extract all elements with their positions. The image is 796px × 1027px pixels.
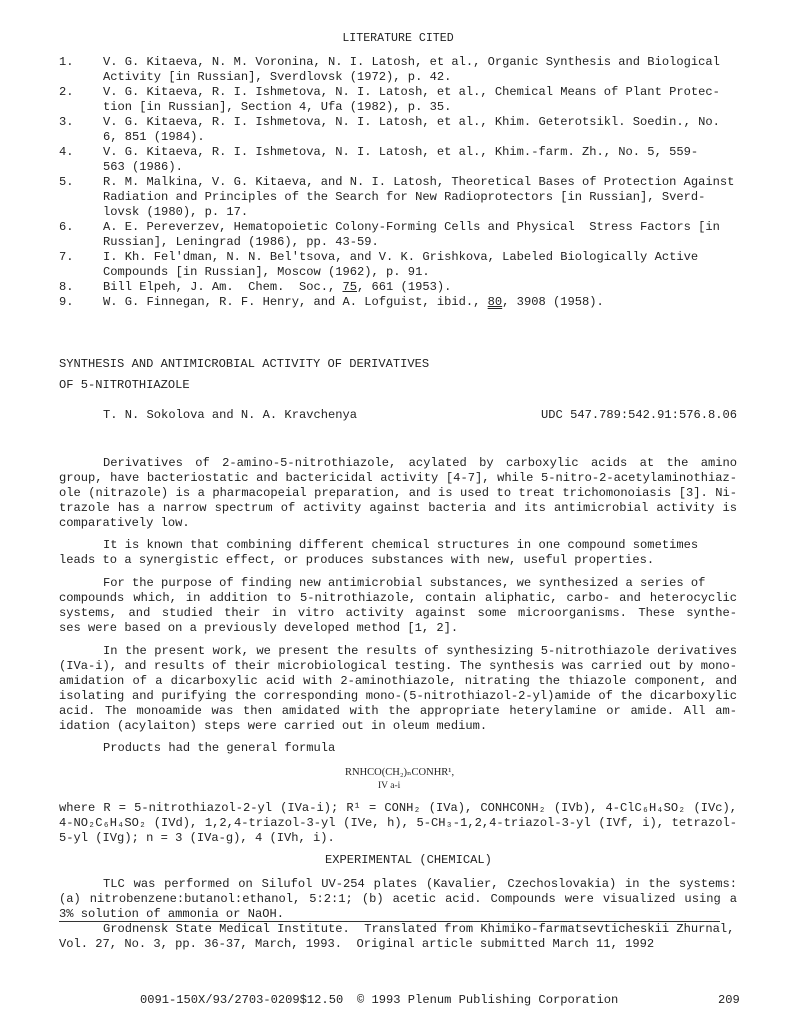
reference-line: R. M. Malkina, V. G. Kitaeva, and N. I. Latosh, Theoretical Bases of Protection Against bbox=[103, 175, 735, 189]
reference-line: V. G. Kitaeva, R. I. Ishmetova, N. I. Latosh, et al., Khim.-farm. Zh., No. 5, 559- bbox=[103, 145, 699, 159]
page-number: 209 bbox=[718, 993, 740, 1007]
footer-copyright: © 1993 Plenum Publishing Corporation bbox=[357, 993, 619, 1007]
reference-number: 5. bbox=[59, 175, 74, 189]
reference-item bbox=[59, 295, 749, 310]
reference-number: 2. bbox=[59, 85, 74, 99]
reference-line: Activity [in Russian], Sverdlovsk (1972), p. 42. bbox=[103, 70, 452, 84]
reference-item bbox=[59, 55, 749, 85]
reference-text bbox=[103, 220, 749, 250]
reference-item bbox=[59, 115, 749, 145]
article-authors: T. N. Sokolova and N. A. Kravchenya bbox=[103, 408, 358, 422]
footer-code: 0091-150X/93/2703-0209$12.50 bbox=[140, 993, 344, 1007]
literature-cited-heading: LITERATURE CITED bbox=[342, 32, 454, 45]
text-line: amidation of a dicarboxylic acid with 2-aminothiazole, nitrating the thiazole component, and bbox=[59, 674, 737, 688]
reference-line: 6, 851 (1984). bbox=[103, 130, 205, 144]
text-line: TLC was performed on Silufol UV-254 plates (Kavalier, Czechoslovakia) in the systems: bbox=[103, 877, 737, 891]
text-line: where R = 5-nitrothiazol-2-yl (IVa-i); R¹ = CONH₂ (IVa), CONHCONH₂ (IVb), 4-ClC₆H₄SO₂ (IVc), bbox=[59, 801, 737, 815]
reference-text bbox=[103, 145, 749, 175]
paragraph bbox=[59, 644, 737, 734]
general-formula: RNHCO(CH₂)ₙCONHR¹, bbox=[345, 767, 455, 778]
reference-line: Radiation and Principles of the Search for New Radioprotectors [in Russian], Sverd- bbox=[103, 190, 706, 204]
reference-item bbox=[59, 280, 749, 295]
reference-text-after: , 661 (1953). bbox=[357, 280, 452, 294]
substituent-definitions bbox=[59, 801, 737, 846]
text-line: In the present work, we present the results of synthesizing 5-nitrothiazole derivatives bbox=[103, 644, 737, 658]
reference-number: 8. bbox=[59, 280, 74, 294]
text-line: For the purpose of finding new antimicrobial substances, we synthesized a series of bbox=[103, 576, 706, 590]
reference-number: 7. bbox=[59, 250, 74, 264]
footnote-line: Grodnensk State Medical Institute. Translated from Khimiko-farmatsevticheskii Zhurnal, bbox=[103, 922, 735, 936]
reference-text bbox=[103, 115, 749, 145]
reference-item bbox=[59, 175, 749, 220]
footnote-line: Vol. 27, No. 3, pp. 36-37, March, 1993. Original article submitted March 11, 1992 bbox=[59, 937, 655, 951]
reference-item bbox=[59, 145, 749, 175]
volume-number: 75 bbox=[342, 280, 358, 294]
formula-label: IV a-i bbox=[378, 781, 401, 791]
reference-text-after: , 3908 (1958). bbox=[502, 295, 604, 309]
text-line: group, have bacteriostatic and bactericidal activity [4-7], while 5-nitro-2-acetylaminothiaz- bbox=[59, 471, 737, 485]
text-line: isolating and purifying the corresponding mono-(5-nitrothiazol-2-yl)amide of the dicarboxylic bbox=[59, 689, 737, 703]
reference-line: V. G. Kitaeva, N. M. Voronina, N. I. Latosh, et al., Organic Synthesis and Biological bbox=[103, 55, 720, 69]
reference-text bbox=[103, 85, 749, 115]
reference-line: Compounds [in Russian], Moscow (1962), p. 91. bbox=[103, 265, 430, 279]
reference-item bbox=[59, 85, 749, 115]
text-line: comparatively low. bbox=[59, 516, 190, 530]
reference-line: A. E. Pereverzev, Hematopoietic Colony-Forming Cells and Physical Stress Factors [in bbox=[103, 220, 720, 234]
reference-text bbox=[103, 175, 749, 220]
text-line: 3% solution of ammonia or NaOH. bbox=[59, 907, 284, 921]
text-line: 5-yl (IVg); n = 3 (IVa-g), 4 (IVh, i). bbox=[59, 831, 335, 845]
text-line: ole (nitrazole) is a pharmacopeial preparation, and is used to treat trichomonoiasis [3]. Ni- bbox=[59, 486, 737, 500]
reference-line: Russian], Leningrad (1986), pp. 43-59. bbox=[103, 235, 379, 249]
reference-line: lovsk (1980), p. 17. bbox=[103, 205, 249, 219]
text-line: idation (acylaiton) steps were carried out in oleum medium. bbox=[59, 719, 488, 733]
reference-text bbox=[103, 55, 749, 85]
text-line: Products had the general formula bbox=[103, 741, 336, 755]
article-title bbox=[59, 354, 429, 396]
reference-number: 3. bbox=[59, 115, 74, 129]
reference-text bbox=[103, 295, 749, 310]
udc-code: UDC 547.789:542.91:576.8.06 bbox=[541, 408, 737, 422]
text-line: Derivatives of 2-amino-5-nitrothiazole, acylated by carboxylic acids at the amino bbox=[103, 456, 737, 470]
text-line: 4-NO₂C₆H₄SO₂ (IVd), 1,2,4-triazol-3-yl (IVe, h), 5-CH₃-1,2,4-triazol-3-yl (IVf, i), tetrazol- bbox=[59, 816, 737, 830]
text-line: (a) nitrobenzene:butanol:ethanol, 5:2:1; (b) acetic acid. Compounds were visualized using a bbox=[59, 892, 737, 906]
text-line: It is known that combining different chemical structures in one compound sometimes bbox=[103, 538, 699, 552]
text-line: systems, and studied their in vitro activity against some microorganisms. These synthe- bbox=[59, 606, 737, 620]
volume-number: 80 bbox=[487, 295, 503, 309]
text-line: compounds which, in addition to 5-nitrothiazole, contain aliphatic, carbo- and heterocyclic bbox=[59, 591, 737, 605]
text-line: (IVa-i), and results of their microbiological testing. The synthesis was carried out by mono- bbox=[59, 659, 737, 673]
reference-text-before: W. G. Finnegan, R. F. Henry, and A. Lofguist, ibid., bbox=[103, 295, 488, 309]
paragraph bbox=[59, 741, 737, 756]
reference-line: V. G. Kitaeva, R. I. Ishmetova, N. I. Latosh, et al., Khim. Geterotsikl. Soedin., No. bbox=[103, 115, 720, 129]
paragraph bbox=[59, 456, 737, 531]
reference-line: 563 (1986). bbox=[103, 160, 183, 174]
reference-list bbox=[59, 55, 749, 310]
reference-text bbox=[103, 250, 749, 280]
reference-text bbox=[103, 280, 749, 295]
reference-text-before: Bill Elpeh, J. Am. Chem. Soc., bbox=[103, 280, 343, 294]
reference-number: 4. bbox=[59, 145, 74, 159]
article-title-line: SYNTHESIS AND ANTIMICROBIAL ACTIVITY OF DERIVATIVES bbox=[59, 357, 430, 371]
reference-item bbox=[59, 250, 749, 280]
paragraph bbox=[59, 877, 737, 922]
reference-number: 1. bbox=[59, 55, 74, 69]
section-heading: EXPERIMENTAL (CHEMICAL) bbox=[325, 853, 492, 867]
reference-line: I. Kh. Fel'dman, N. N. Bel'tsova, and V. K. Grishkova, Labeled Biologically Active bbox=[103, 250, 699, 264]
text-line: leads to a synergistic effect, or produces substances with new, useful properties. bbox=[59, 553, 655, 567]
text-line: trazole has a narrow spectrum of activity against bacteria and its antimicrobial activity is bbox=[59, 501, 737, 515]
text-line: acid. The monoamide was then amidated with the appropriate heterylamine or amide. All am- bbox=[59, 704, 737, 718]
article-title-line: OF 5-NITROTHIAZOLE bbox=[59, 378, 190, 392]
reference-number: 6. bbox=[59, 220, 74, 234]
reference-line bbox=[103, 280, 749, 295]
paragraph bbox=[59, 538, 737, 568]
footnote bbox=[59, 922, 737, 952]
reference-line: tion [in Russian], Section 4, Ufa (1982), p. 35. bbox=[103, 100, 452, 114]
reference-line: V. G. Kitaeva, R. I. Ishmetova, N. I. Latosh, et al., Chemical Means of Plant Protec- bbox=[103, 85, 720, 99]
reference-item bbox=[59, 220, 749, 250]
paragraph bbox=[59, 576, 737, 636]
text-line: ses were based on a previously developed method [1, 2]. bbox=[59, 621, 459, 635]
reference-line bbox=[103, 295, 749, 310]
reference-number: 9. bbox=[59, 295, 74, 309]
